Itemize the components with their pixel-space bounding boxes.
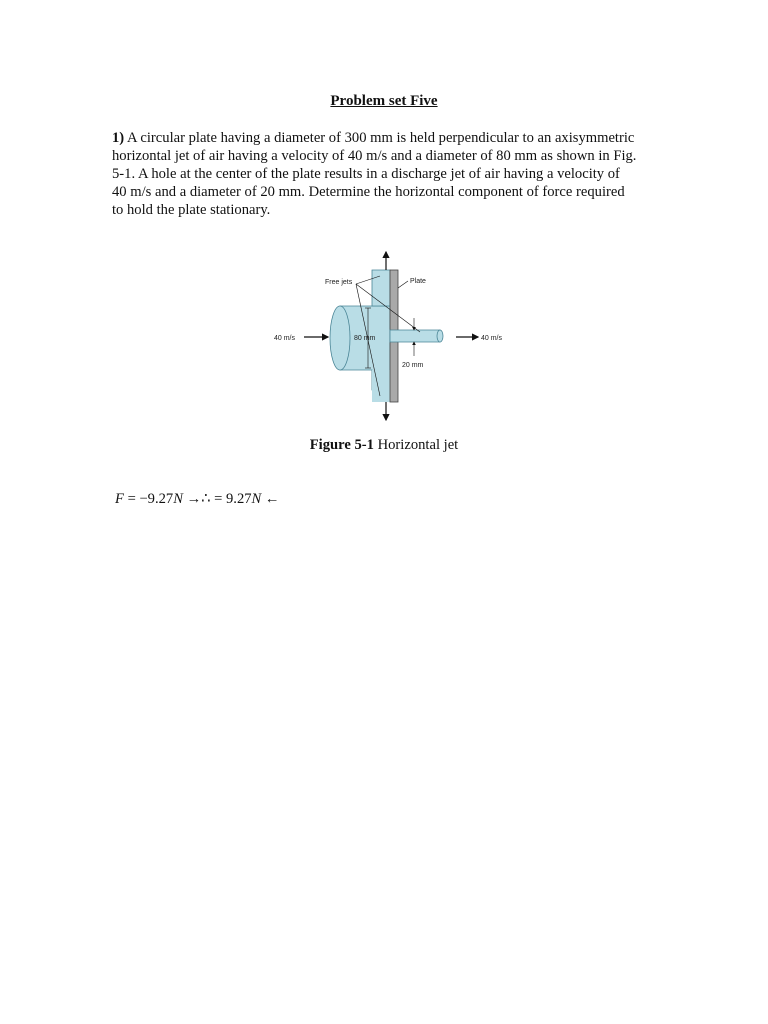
discharge-jet-end (437, 330, 443, 342)
figure-caption-number: Figure 5-1 (309, 437, 374, 453)
problem-line-2: horizontal jet of air having a velocity of 40 m/s and a diameter of 80 mm as shown in Fig. (112, 148, 637, 164)
problem-number: 1) (112, 130, 125, 146)
problem-line-1 (112, 129, 672, 147)
discharge-jet (390, 330, 440, 342)
inlet-diameter-label: 80 mm (354, 335, 376, 342)
figure-caption-text: Horizontal jet (373, 437, 459, 453)
answer-equation (115, 490, 280, 508)
upper-free-jet (372, 270, 390, 306)
free-jets-label: Free jets (325, 279, 353, 286)
plate-label: Plate (410, 278, 426, 285)
problem-line-4: 40 m/s and a diameter of 20 mm. Determine the horizontal component of force required (112, 184, 625, 200)
problem-line-3: 5-1. A hole at the center of the plate results in a discharge jet of air having a velocity of (112, 166, 620, 182)
page-title: Problem set Five (330, 93, 438, 109)
answer-force-symbol: F (115, 491, 124, 507)
figure-horizontal-jet (268, 246, 508, 426)
answer-value-1: = −9.27 (123, 491, 174, 507)
outlet-velocity-label: 40 m/s (481, 335, 503, 342)
plate-leader (398, 281, 408, 288)
lower-free-jet (372, 370, 390, 402)
outlet-diameter-label: 20 mm (402, 362, 424, 369)
problem-statement (112, 129, 672, 219)
inlet-jet-end (330, 306, 350, 370)
inlet-velocity-label: 40 m/s (274, 335, 296, 342)
answer-value-2: →∴ = 9.27 (182, 491, 252, 507)
answer-direction: ← (261, 491, 280, 507)
figure-caption (0, 437, 768, 454)
problem-line-1-text: A circular plate having a diameter of 300 mm is held perpendicular to an axisymmetric (124, 130, 635, 146)
jet-diagram (268, 246, 508, 426)
answer-unit-2: N (251, 491, 262, 507)
problem-line-5: to hold the plate stationary. (112, 202, 271, 218)
answer-unit-1: N (173, 491, 183, 507)
